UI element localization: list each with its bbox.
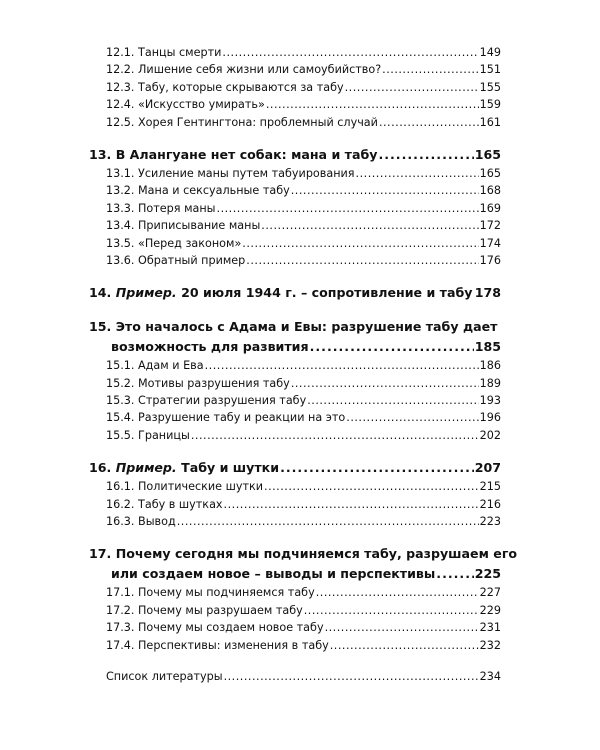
dot-leader xyxy=(224,496,479,513)
toc-chapter-13: 13. В Алангуане нет собак: мана и табу ..... 165 xyxy=(89,145,501,165)
toc-entry-15-1: 15.1. Адам и Ева ..... 186 xyxy=(89,357,501,374)
dot-leader xyxy=(177,513,479,530)
toc-chapter-17: 17. Почему сегодня мы подчиняемся табу, разрушаем его или создаем новое – выводы и перспективы ..... 225 xyxy=(89,544,501,584)
dot-leader xyxy=(379,114,479,131)
section-list-16 xyxy=(89,478,501,530)
toc-entry-13-1: 13.1. Усиление маны путем табуирования ..... 165 xyxy=(89,165,501,182)
toc-entry-17-1: 17.1. Почему мы подчиняемся табу ..... 227 xyxy=(89,584,501,601)
page-number: 185 xyxy=(474,339,501,355)
toc-references: Список литературы ..... 234 xyxy=(89,668,501,685)
page-number: 168 xyxy=(479,184,501,198)
dot-leader xyxy=(205,357,479,374)
toc-entry-15-5: 15.5. Границы ..... 202 xyxy=(89,427,501,444)
page-number: 176 xyxy=(479,253,501,267)
dot-leader xyxy=(307,392,478,409)
dot-leader xyxy=(280,458,474,477)
page-number: 215 xyxy=(479,480,501,494)
page-number: 172 xyxy=(479,219,501,233)
toc-chapter-14: 14. Пример. 20 июля 1944 г. – сопротивление и табу ..... 178 xyxy=(89,283,501,303)
dot-leader xyxy=(266,96,479,113)
dot-leader xyxy=(291,375,479,392)
page-number: 174 xyxy=(479,236,501,250)
dot-leader xyxy=(242,235,478,252)
dot-leader xyxy=(222,44,478,61)
page-number: 232 xyxy=(479,638,501,652)
section-list-13 xyxy=(89,165,501,269)
page-number: 189 xyxy=(479,376,501,390)
dot-leader xyxy=(261,217,478,234)
page-number: 229 xyxy=(479,603,501,617)
toc-chapter-15: 15. Это началось с Адама и Евы: разрушение табу дает возможность для развития ..... 185 xyxy=(89,317,501,357)
page-number: 178 xyxy=(474,285,501,301)
emphasis-label: Пример. xyxy=(115,460,177,476)
dot-leader xyxy=(325,619,479,636)
dot-leader xyxy=(217,200,479,217)
page-number: 161 xyxy=(479,115,501,129)
section-list-12 xyxy=(89,44,501,131)
toc-entry-17-3: 17.3. Почему мы создаем новое табу ..... 231 xyxy=(89,619,501,636)
page-number: 155 xyxy=(479,80,501,94)
dot-leader xyxy=(330,637,479,654)
toc-entry-12-3: 12.3. Табу, которые скрываются за табу ..... 155 xyxy=(89,79,501,96)
dot-leader xyxy=(378,145,473,164)
dot-leader xyxy=(310,337,474,356)
section-list-15 xyxy=(89,357,501,444)
toc-entry-12-5: 12.5. Хорея Гентингтона: проблемный случай ..... 161 xyxy=(89,114,501,131)
toc-entry-15-3: 15.3. Стратегии разрушения табу ..... 193 xyxy=(89,392,501,409)
dot-leader xyxy=(264,478,479,495)
dot-leader xyxy=(316,584,479,601)
page-number: 234 xyxy=(479,669,501,683)
dot-leader xyxy=(382,61,478,78)
dot-leader xyxy=(346,409,478,426)
page-number: 231 xyxy=(479,621,501,635)
toc-entry-13-4: 13.4. Приписывание маны ..... 172 xyxy=(89,217,501,234)
toc-entry-16-3: 16.3. Вывод ..... 223 xyxy=(89,513,501,530)
dot-leader xyxy=(304,602,479,619)
toc-entry-17-2: 17.2. Почему мы разрушаем табу ..... 229 xyxy=(89,602,501,619)
page-number: 186 xyxy=(479,359,501,373)
toc-entry-12-4: 12.4. «Искусство умирать» ..... 159 xyxy=(89,96,501,113)
page-number: 227 xyxy=(479,586,501,600)
dot-leader xyxy=(345,79,479,96)
emphasis-label: Пример. xyxy=(115,285,177,301)
dot-leader xyxy=(246,252,478,269)
dot-leader xyxy=(291,182,479,199)
section-list-17 xyxy=(89,584,501,654)
table-of-contents xyxy=(89,44,518,685)
toc-entry-13-2: 13.2. Мана и сексуальные табу ..... 168 xyxy=(89,182,501,199)
page-number: 193 xyxy=(479,394,501,408)
dot-leader xyxy=(436,564,473,583)
toc-entry-15-2: 15.2. Мотивы разрушения табу ..... 189 xyxy=(89,375,501,392)
page-number: 159 xyxy=(479,98,501,112)
toc-entry-17-4: 17.4. Перспективы: изменения в табу ..... 232 xyxy=(89,637,501,654)
dot-leader xyxy=(224,668,479,685)
toc-chapter-16: 16. Пример. Табу и шутки ..... 207 xyxy=(89,458,501,478)
page-number: 207 xyxy=(474,460,501,476)
page-number: 149 xyxy=(479,46,501,59)
toc-entry-13-3: 13.3. Потеря маны ..... 169 xyxy=(89,200,501,217)
page-number: 196 xyxy=(479,411,501,425)
toc-entry-12-1: 12.1. Танцы смерти ..... 149 xyxy=(89,44,501,61)
toc-entry-13-6: 13.6. Обратный пример ..... 176 xyxy=(89,252,501,269)
dot-leader xyxy=(356,165,479,182)
page-number: 165 xyxy=(479,166,501,180)
toc-entry-16-1: 16.1. Политические шутки ..... 215 xyxy=(89,478,501,495)
page-number: 165 xyxy=(474,146,501,162)
page-number: 216 xyxy=(479,497,501,511)
toc-entry-13-5: 13.5. «Перед законом» ..... 174 xyxy=(89,235,501,252)
page-number: 151 xyxy=(479,63,501,77)
page-number: 169 xyxy=(479,201,501,215)
page-number: 223 xyxy=(479,515,501,529)
page-number: 225 xyxy=(474,566,501,582)
toc-entry-16-2: 16.2. Табу в шутках ..... 216 xyxy=(89,496,501,513)
dot-leader xyxy=(191,427,479,444)
page-number: 202 xyxy=(479,428,501,442)
toc-entry-12-2: 12.2. Лишение себя жизни или самоубийство? ..... 151 xyxy=(89,61,501,78)
toc-entry-15-4: 15.4. Разрушение табу и реакции на это ..... 196 xyxy=(89,409,501,426)
